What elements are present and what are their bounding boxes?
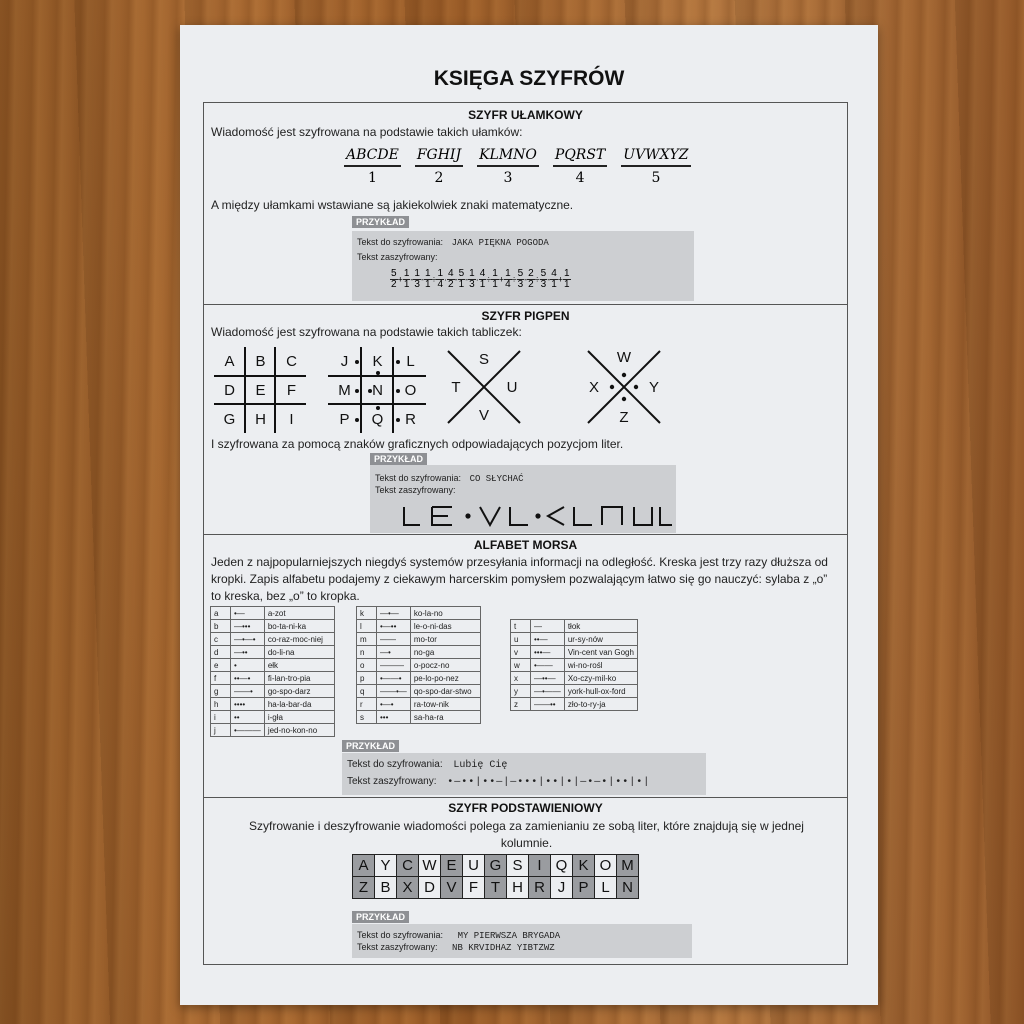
morse-code: ——	[377, 633, 411, 646]
fraction-letters: UVWXYZ	[621, 147, 690, 167]
example-tag: PRZYKŁAD	[370, 453, 427, 465]
morse-code: •	[231, 659, 265, 672]
cipher-den: 1	[551, 279, 557, 290]
cipher-label: Tekst zaszyfrowany:	[357, 942, 438, 952]
morse-code: •—••	[377, 620, 411, 633]
plain-text: MY PIERWSZA BRYGADA	[457, 931, 561, 941]
pigpen-x-1	[446, 349, 522, 425]
morse-code: ——••	[531, 698, 565, 711]
substitution-cell: T	[485, 877, 507, 899]
fraction-number: 5	[651, 170, 661, 186]
cipher-num: 5	[517, 268, 524, 279]
morse-letter: i	[211, 711, 231, 724]
morse-mnemonic: jed-no-kon-no	[264, 724, 334, 737]
morse-mnemonic: a-zot	[264, 607, 334, 620]
morse-mnemonic: do-li-na	[264, 646, 334, 659]
morse-code: •••—	[531, 646, 565, 659]
morse-row	[211, 620, 335, 633]
cipher-den: 2	[448, 279, 454, 290]
cipher-sheet	[180, 25, 878, 1005]
plain-row	[347, 759, 507, 771]
fraction-key	[344, 147, 705, 186]
section-ulamkowy	[204, 103, 847, 305]
morse-letter: b	[211, 620, 231, 633]
fraction	[553, 147, 607, 186]
pigpen-grid-2	[328, 347, 426, 433]
pig-dot	[396, 389, 400, 393]
section-note: I szyfrowana za pomocą znaków graficznych odpowiadających pozycjom liter.	[211, 437, 624, 451]
morse-letter: d	[211, 646, 231, 659]
section-title: SZYFR PIGPEN	[481, 309, 570, 323]
pig-letter: O	[404, 381, 417, 399]
example-box	[342, 741, 706, 795]
cipher-den: 2	[528, 279, 534, 290]
morse-letter: r	[357, 698, 377, 711]
fraction-letters: ABCDE	[344, 147, 401, 167]
morse-code: •——•	[377, 672, 411, 685]
cipher-num: 1	[403, 268, 410, 279]
example-box	[370, 454, 676, 533]
morse-row	[357, 620, 481, 633]
substitution-cell: V	[441, 877, 463, 899]
morse-mnemonic: mo-tor	[410, 633, 480, 646]
morse-letter: f	[211, 672, 231, 685]
substitution-row	[353, 855, 639, 877]
section-title: SZYFR UŁAMKOWY	[468, 108, 583, 122]
pig-dot	[355, 389, 359, 393]
pig-letter: V	[478, 407, 489, 424]
pig-dot	[376, 371, 380, 375]
morse-row	[211, 633, 335, 646]
morse-row	[511, 620, 638, 633]
morse-row	[211, 607, 335, 620]
morse-letter: q	[357, 685, 377, 698]
cipher-den: 2	[391, 279, 397, 290]
pig-letter: K	[372, 352, 383, 370]
pig-letter: M	[338, 381, 351, 399]
morse-row	[211, 672, 335, 685]
pig-letter: N	[372, 381, 383, 399]
morse-code: —•••	[231, 620, 265, 633]
morse-table-1	[210, 606, 335, 737]
substitution-cell: O	[595, 855, 617, 877]
morse-mnemonic: go-spo-darz	[264, 685, 334, 698]
morse-mnemonic: pe-lo-po-nez	[410, 672, 480, 685]
morse-letter: w	[511, 659, 531, 672]
substitution-row	[353, 877, 639, 899]
morse-row	[357, 659, 481, 672]
substitution-cell: Y	[375, 855, 397, 877]
plain-text: Lubię Cię	[453, 760, 508, 771]
cipher-operator: +	[397, 274, 403, 285]
fraction-letters: FGHIJ	[415, 147, 463, 167]
cipher-fraction	[390, 269, 398, 290]
morse-row	[511, 685, 638, 698]
morse-letter: y	[511, 685, 531, 698]
morse-code: —••—	[531, 672, 565, 685]
substitution-cell: R	[529, 877, 551, 899]
morse-letter: s	[357, 711, 377, 724]
morse-letter: g	[211, 685, 231, 698]
morse-code: —	[531, 620, 565, 633]
fraction-letters: KLMNO	[477, 147, 539, 167]
cipher-num: 5	[391, 268, 397, 279]
section-intro: Szyfrowanie i deszyfrowanie wiadomości polega za zamienianiu ze sobą liter, które znajdują się w jednej kolumnie.	[249, 819, 804, 850]
pig-letter: F	[286, 381, 297, 399]
substitution-cell: K	[573, 855, 595, 877]
pig-letter: Z	[619, 409, 629, 426]
cipher-num: 4	[479, 268, 486, 279]
substitution-cell: H	[507, 877, 529, 899]
fraction	[344, 147, 401, 186]
morse-row	[357, 633, 481, 646]
example-tag: PRZYKŁAD	[342, 740, 399, 752]
morse-mnemonic: bo-ta-ni-ka	[264, 620, 334, 633]
cipher-num: 1	[492, 268, 498, 279]
cipher-operator: -	[547, 274, 551, 285]
morse-row	[357, 711, 481, 724]
pig-letter: A	[224, 352, 235, 370]
morse-mnemonic: zło-to-ry-ja	[564, 698, 637, 711]
morse-letter: m	[357, 633, 377, 646]
morse-row	[357, 672, 481, 685]
morse-mnemonic: i-gła	[264, 711, 334, 724]
fraction-number: 1	[367, 170, 377, 186]
section-pigpen	[204, 305, 847, 535]
pig-letter: X	[588, 379, 599, 396]
morse-code: ••	[231, 711, 265, 724]
morse-row	[357, 607, 481, 620]
cipher-operator: -	[524, 274, 528, 285]
cipher-operator: ÷	[511, 274, 517, 285]
substitution-cell: I	[529, 855, 551, 877]
substitution-cell: U	[463, 855, 485, 877]
pigpen-grid-1	[214, 347, 306, 433]
morse-row	[511, 698, 638, 711]
cipher-den: 1	[403, 279, 410, 290]
cipher-num: 1	[414, 268, 420, 279]
morse-mnemonic: ur-sy-nów	[564, 633, 637, 646]
cipher-fraction	[527, 269, 535, 290]
plain-text: CO SŁYCHAĆ	[469, 474, 524, 484]
pig-letter: H	[255, 410, 266, 428]
cipher-num: 5	[458, 268, 465, 279]
cipher-fraction	[447, 269, 455, 290]
morse-mnemonic: york-hull-ox-ford	[564, 685, 637, 698]
morse-code: •———	[231, 724, 265, 737]
morse-mnemonic: co-raz-moc-niej	[264, 633, 334, 646]
morse-letter: e	[211, 659, 231, 672]
morse-letter: l	[357, 620, 377, 633]
morse-letter: k	[357, 607, 377, 620]
morse-code: —•——	[531, 685, 565, 698]
morse-letter: v	[511, 646, 531, 659]
substitution-cell: E	[441, 855, 463, 877]
example-tag: PRZYKŁAD	[352, 911, 409, 923]
morse-row	[511, 646, 638, 659]
plain-text: JAKA PIĘKNA POGODA	[451, 238, 549, 248]
cipher-fraction	[517, 268, 528, 290]
morse-code: —•—	[377, 607, 411, 620]
cipher-num: 1	[564, 268, 570, 279]
cipher-fraction	[413, 269, 421, 290]
morse-code: ••—	[531, 633, 565, 646]
morse-letter: a	[211, 607, 231, 620]
substitution-cell: L	[595, 877, 617, 899]
pig-letter: J	[340, 352, 349, 370]
fraction	[477, 147, 539, 186]
substitution-cell: S	[507, 855, 529, 877]
cipher-num: 1	[469, 268, 475, 279]
substitution-cell: Z	[353, 877, 375, 899]
section-note: A między ułamkami wstawiane są jakiekolwiek znaki matematyczne.	[211, 198, 574, 212]
pig-letter: U	[506, 379, 518, 396]
cipher-label: Tekst zaszyfrowany:	[375, 485, 456, 495]
morse-code: ••—•	[231, 672, 265, 685]
morse-mnemonic: ra-tow-nik	[410, 698, 480, 711]
example-box	[352, 912, 692, 958]
cipher-operator: ÷	[486, 274, 492, 285]
morse-letter: o	[357, 659, 377, 672]
morse-mnemonic: ko-la-no	[410, 607, 480, 620]
morse-letter: j	[211, 724, 231, 737]
cipher-text: NB KRVIDHAZ YIBTZWZ	[452, 943, 555, 953]
cipher-operator: +	[498, 274, 505, 285]
pig-letter: Y	[648, 379, 659, 396]
morse-mnemonic: o-pocz-no	[410, 659, 480, 672]
morse-mnemonic: Xo-czy-mil-ko	[564, 672, 637, 685]
cipher-num: 2	[528, 268, 534, 279]
cipher-num: 1	[505, 268, 511, 279]
substitution-cell: W	[419, 855, 441, 877]
morse-mnemonic: sa-ha-ra	[410, 711, 480, 724]
cipher-label: Tekst zaszyfrowany:	[347, 776, 437, 787]
fraction	[415, 147, 463, 186]
morse-mnemonic: Vin-cent van Gogh	[564, 646, 637, 659]
morse-row	[211, 711, 335, 724]
substitution-cell: C	[397, 855, 419, 877]
cipher-den: 1	[564, 279, 570, 290]
pig-dot	[376, 406, 380, 410]
cipher-row	[357, 942, 555, 953]
substitution-cell: N	[617, 877, 639, 899]
substitution-cell: A	[353, 855, 375, 877]
morse-mnemonic: wi-no-rośl	[564, 659, 637, 672]
morse-mnemonic: le-o-ni-das	[410, 620, 480, 633]
pig-letter: P	[339, 410, 350, 428]
morse-mnemonic: fi-lan-tro-pia	[264, 672, 334, 685]
morse-code: •—•	[377, 698, 411, 711]
cipher-operator: +	[557, 274, 564, 285]
pig-letter: C	[286, 352, 297, 370]
plain-label: Tekst do szyfrowania:	[347, 759, 443, 770]
cipher-text: •—••|••—|—•••|••|•|—•—•|••|•|	[447, 777, 651, 788]
pig-dot	[355, 418, 359, 422]
morse-code: •••	[377, 711, 411, 724]
morse-row	[211, 659, 335, 672]
pig-letter: W	[616, 349, 632, 366]
morse-row	[357, 685, 481, 698]
cipher-operator: ·	[444, 274, 448, 285]
pig-letter: S	[478, 351, 489, 368]
morse-row	[211, 646, 335, 659]
morse-code: —•—•	[231, 633, 265, 646]
cipher-operator: -	[410, 274, 414, 285]
cipher-den: 1	[492, 279, 498, 290]
substitution-cell: P	[573, 877, 595, 899]
plain-row	[357, 930, 560, 941]
example-tag: PRZYKŁAD	[352, 216, 409, 228]
plain-label: Tekst do szyfrowania:	[375, 473, 462, 483]
substitution-cell: X	[397, 877, 419, 899]
morse-mnemonic: qo-spo-dar-stwo	[410, 685, 480, 698]
cipher-fraction	[563, 269, 571, 290]
substitution-cell: J	[551, 877, 573, 899]
cipher-fraction	[550, 269, 558, 290]
example-box	[352, 217, 694, 301]
morse-row	[357, 698, 481, 711]
morse-mnemonic: ełk	[264, 659, 334, 672]
cipher-fraction	[468, 269, 476, 290]
cipher-fraction	[504, 269, 512, 290]
section-title: ALFABET MORSA	[473, 538, 578, 552]
fraction-number: 3	[503, 170, 513, 186]
pig-letter: R	[405, 410, 416, 428]
pig-letter: T	[451, 379, 461, 396]
morse-table-2	[356, 606, 481, 724]
morse-letter: u	[511, 633, 531, 646]
cipher-num: 5	[540, 268, 547, 279]
morse-mnemonic: no-ga	[410, 646, 480, 659]
pig-letter: I	[289, 410, 294, 428]
morse-letter: z	[511, 698, 531, 711]
cipher-fraction	[436, 269, 444, 290]
morse-row	[211, 724, 335, 737]
cipher-fractions	[390, 269, 571, 290]
section-intro: Jeden z najpopularniejszych niegdyś systemów przesyłania informacji na odległość. Kreska jest trzy razy dłuższa od kropki. Zapis alfabetu podajemy z ciekawym harcerskim pomysłem pozwalającym łatwo się go nauczyć: sylaba z „o” to kreska, bez „o” to kropka.	[211, 555, 828, 603]
plain-row	[375, 473, 524, 484]
substitution-table	[352, 854, 639, 899]
cipher-fraction	[491, 269, 499, 290]
morse-letter: n	[357, 646, 377, 659]
cipher-num: 1	[437, 268, 444, 279]
cipher-frame	[203, 102, 848, 965]
morse-row	[511, 633, 638, 646]
fraction-number: 4	[575, 170, 585, 186]
morse-mnemonic: tłok	[564, 620, 637, 633]
plain-row	[357, 237, 549, 248]
section-morse	[204, 535, 847, 798]
substitution-cell: F	[463, 877, 485, 899]
pig-letter: L	[406, 352, 415, 370]
pig-dot	[355, 360, 359, 364]
fraction	[621, 147, 690, 186]
fraction-letters: PQRST	[553, 147, 607, 167]
cipher-den: 3	[469, 279, 475, 290]
section-intro: Wiadomość jest szyfrowana na podstawie takich tabliczek:	[211, 325, 522, 339]
cipher-den: 3	[414, 279, 420, 290]
cipher-num: 1	[424, 268, 431, 279]
cipher-num: 4	[551, 268, 557, 279]
morse-code: —••	[231, 646, 265, 659]
morse-mnemonic: ha-la-bar-da	[264, 698, 334, 711]
cipher-fraction	[424, 269, 432, 290]
pig-letter: G	[223, 410, 236, 428]
morse-row	[211, 685, 335, 698]
morse-letter: x	[511, 672, 531, 685]
morse-code: ———	[377, 659, 411, 672]
cipher-operator: -	[454, 274, 458, 285]
substitution-cell: M	[617, 855, 639, 877]
substitution-cell: Q	[551, 855, 573, 877]
pig-letter: D	[224, 381, 235, 399]
section-title: SZYFR PODSTAWIENIOWY	[448, 801, 603, 815]
page-title: KSIĘGA SZYFRÓW	[433, 67, 625, 90]
cipher-operator: ·	[475, 274, 479, 285]
cipher-operator: ÷	[431, 274, 437, 285]
cipher-den: 1	[458, 279, 465, 290]
morse-letter: p	[357, 672, 377, 685]
morse-code: —•	[377, 646, 411, 659]
cipher-den: 3	[517, 279, 524, 290]
pigpen-cipher-glyphs	[402, 505, 672, 527]
cipher-operator: ÷	[534, 274, 540, 285]
cipher-label: Tekst zaszyfrowany:	[357, 252, 438, 262]
morse-code: •——	[531, 659, 565, 672]
plain-label: Tekst do szyfrowania:	[357, 930, 444, 940]
morse-letter: c	[211, 633, 231, 646]
substitution-cell: G	[485, 855, 507, 877]
pig-dot	[396, 360, 400, 364]
cipher-den: 4	[437, 279, 444, 290]
fraction-number: 2	[434, 170, 444, 186]
cipher-num: 4	[448, 268, 454, 279]
substitution-cell: B	[375, 877, 397, 899]
plain-label: Tekst do szyfrowania:	[357, 237, 444, 247]
cipher-row	[347, 776, 650, 788]
section-podstawieniowy	[204, 798, 847, 964]
pig-dot	[396, 418, 400, 422]
morse-table-3	[510, 619, 638, 711]
morse-code: ——•—	[377, 685, 411, 698]
pig-letter: E	[255, 381, 266, 399]
pig-dot	[368, 389, 372, 393]
cipher-den: 1	[479, 279, 486, 290]
morse-code: ••••	[231, 698, 265, 711]
cipher-operator: -	[420, 274, 424, 285]
morse-code: •—	[231, 607, 265, 620]
cipher-operator: -	[465, 274, 469, 285]
morse-row	[511, 659, 638, 672]
substitution-cell: D	[419, 877, 441, 899]
morse-row	[511, 672, 638, 685]
cipher-den: 3	[540, 279, 547, 290]
morse-letter: h	[211, 698, 231, 711]
cipher-den: 1	[424, 279, 431, 290]
pig-letter: Q	[371, 410, 384, 428]
morse-row	[211, 698, 335, 711]
cipher-den: 4	[505, 279, 511, 290]
pigpen-x-2	[586, 349, 662, 425]
pig-letter: B	[255, 352, 266, 370]
morse-letter: t	[511, 620, 531, 633]
section-intro: Wiadomość jest szyfrowana na podstawie takich ułamków:	[211, 125, 523, 139]
morse-code: ——•	[231, 685, 265, 698]
morse-row	[357, 646, 481, 659]
